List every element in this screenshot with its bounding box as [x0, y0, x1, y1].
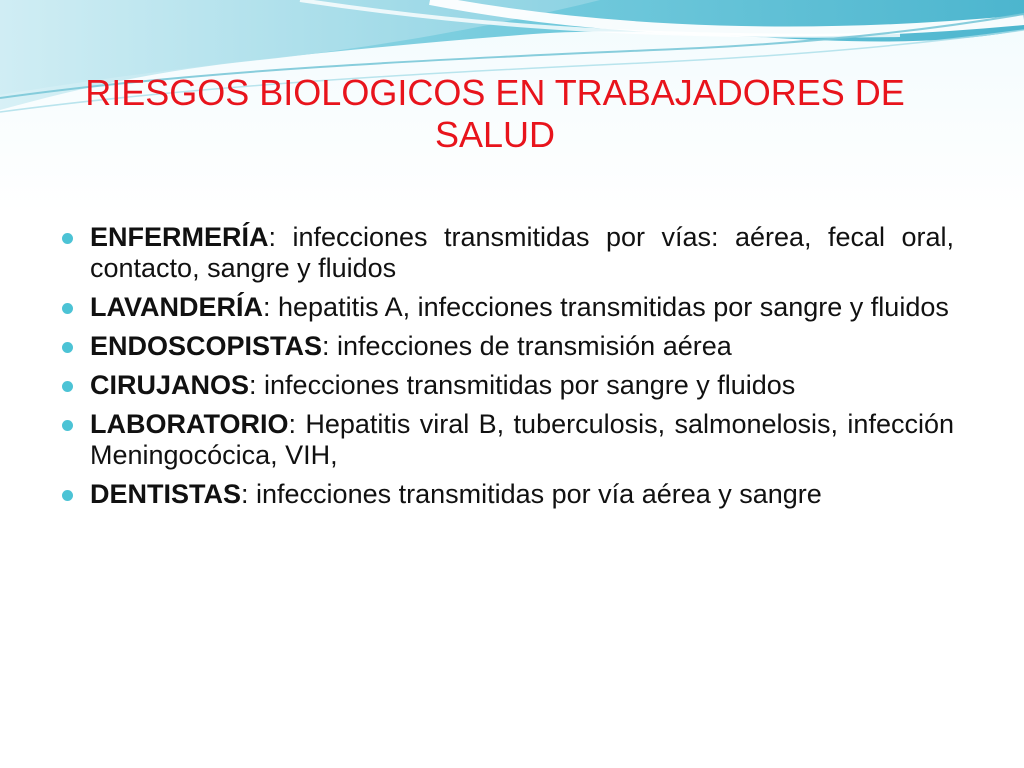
bullet-icon — [62, 420, 73, 431]
bullet-icon — [62, 490, 73, 501]
bullet-text: : infecciones transmitidas por vía aérea y sangre — [241, 479, 822, 509]
list-item — [60, 479, 954, 510]
bullet-term: DENTISTAS — [90, 479, 242, 509]
slide-title: RIESGOS BIOLOGICOS EN TRABAJADORES DE SALUD — [85, 72, 905, 155]
bullet-term: LAVANDERÍA — [90, 292, 263, 322]
bullet-list — [60, 222, 954, 518]
list-item — [60, 331, 954, 362]
list-item — [60, 370, 954, 401]
bullet-term: CIRUJANOS — [90, 370, 250, 400]
bullet-icon — [62, 303, 73, 314]
bullet-text: : Hepatitis viral B, tuberculosis, salmonelosis, infección Meningocócica, VIH, — [90, 409, 954, 470]
list-item — [60, 222, 954, 284]
list-item — [60, 292, 954, 323]
bullet-term: LABORATORIO — [90, 409, 289, 439]
bullet-icon — [62, 381, 73, 392]
bullet-icon — [62, 342, 73, 353]
bullet-text: : infecciones transmitidas por vías: aérea, fecal oral, contacto, sangre y fluidos — [90, 222, 954, 283]
bullet-icon — [62, 233, 73, 244]
bullet-term: ENDOSCOPISTAS — [90, 331, 323, 361]
list-item — [60, 409, 954, 471]
bullet-term: ENFERMERÍA — [90, 222, 269, 252]
bullet-text: : hepatitis A, infecciones transmitidas por sangre y fluidos — [263, 292, 949, 322]
bullet-text: : infecciones transmitidas por sangre y fluidos — [249, 370, 796, 400]
bullet-text: : infecciones de transmisión aérea — [322, 331, 732, 361]
